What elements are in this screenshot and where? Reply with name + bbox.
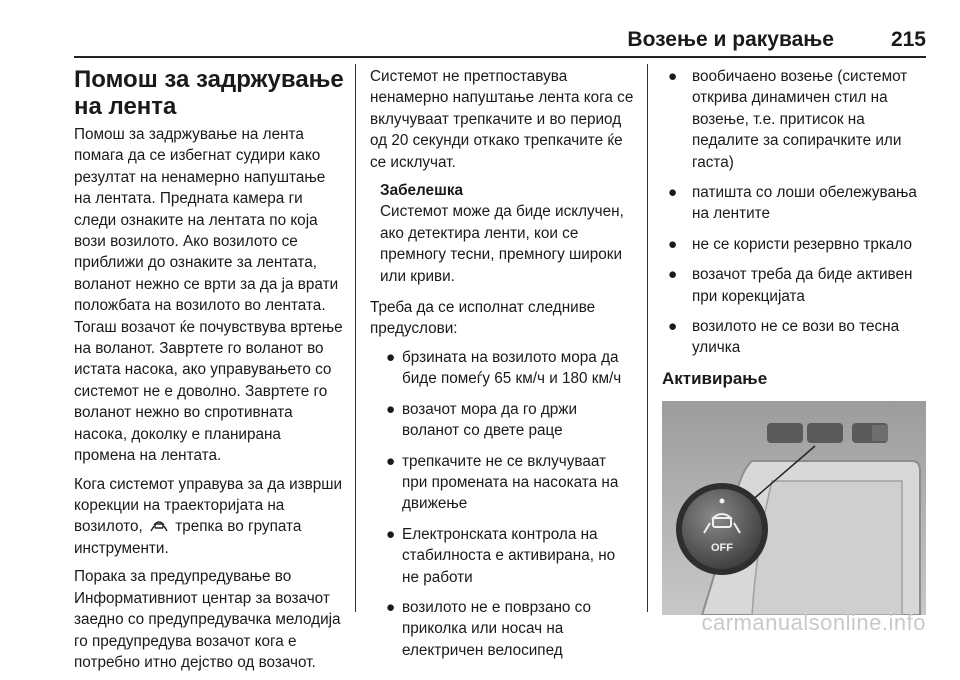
conditions-intro: Треба да се исполнат следниве предуслови: (370, 299, 596, 338)
column-3 (662, 66, 930, 615)
list-item: ● не се користи резервно тркало (668, 235, 913, 253)
activation-heading: Активирање (662, 368, 768, 388)
list-item: ● брзината на возилото мора да биде помеѓу 65 км/ч и 180 км/ч (386, 348, 622, 388)
column-divider (647, 64, 648, 612)
console-button-photo (662, 401, 926, 615)
console-illustration (662, 401, 926, 615)
note-text: Системот може да биде исклучен, ако детектира ленти, кои се премногу тесни, премногу широки или криви. (380, 203, 624, 285)
column-divider (355, 64, 356, 612)
lane-keep-assist-heading: Помош за задржување на лента (74, 66, 344, 120)
list-item: ● возачот мора да го држи воланот со двете раце (386, 400, 578, 440)
list-item: ● возилото не е поврзано со приколка или носач на електричен велосипед (386, 598, 591, 659)
column-1 (74, 66, 346, 680)
note-box (370, 180, 634, 287)
list-item: ● патишта со лоши обележувања на лентите (668, 184, 917, 223)
conditions-list (370, 347, 634, 661)
list-item: ● возачот треба да биде активен при корекцијата (668, 266, 913, 305)
list-item: ● возилото не се вози во тесна уличка (668, 318, 900, 357)
list-item: ● Електронската контрола на стабилноста е активирана, но не работи (386, 525, 616, 586)
indicator-paragraph: Кога системот управува за да изврши корекции на траекторијата на возилото, трепка во групата инструменти. (74, 475, 343, 557)
note-title: Забелешка (380, 182, 463, 200)
warning-paragraph: Порака за предупредување во Информативниот центар за возачот заедно со предупредувачка мелодија го предупредува возачот кога е потребно итно дејство од возачот. (74, 568, 341, 671)
intro-paragraph: Помош за задржување на лента помага да се избегнат судири како резултат на ненамерно напуштање на лентата. Предната камера ги следи ознаките на лентата по која вози возилото. Ако возилото се приближи до ознаките за лентата, воланот нежно се врти за да ја врати положбата на возилото во лентата. Тогаш возачот ќе почувствува вртење на воланот. Завртете го воланот во истата насока, ако управувањето со системот не е доволно. Завртете го воланот нежно во спротивната насока, доколку е планирана промена на лентата. (74, 126, 343, 465)
page-header (74, 24, 926, 58)
conditions-list-continued (662, 66, 930, 359)
page-number: 215 (890, 28, 926, 51)
blinker-paragraph: Системот не претпоставува ненамерно напуштање лента кога се вклучуваат трепкачите и во период од 20 секунди откако трепкачите ќе се исклучат. (370, 68, 634, 171)
list-item: ● вообичаено возење (системот открива динамичен стил на возење, т.е. притисок на педалите за сопирачките или гаста) (668, 68, 908, 171)
lane-keep-indicator-icon (149, 517, 169, 538)
watermark: carmanualsonline.info (701, 610, 926, 635)
list-item: ● трепкачите не се вклучуваат при промената на насоката на движење (386, 452, 619, 513)
column-2 (370, 66, 634, 670)
photo-button-label: OFF (711, 542, 733, 555)
section-title: Возење и ракување (627, 28, 834, 51)
